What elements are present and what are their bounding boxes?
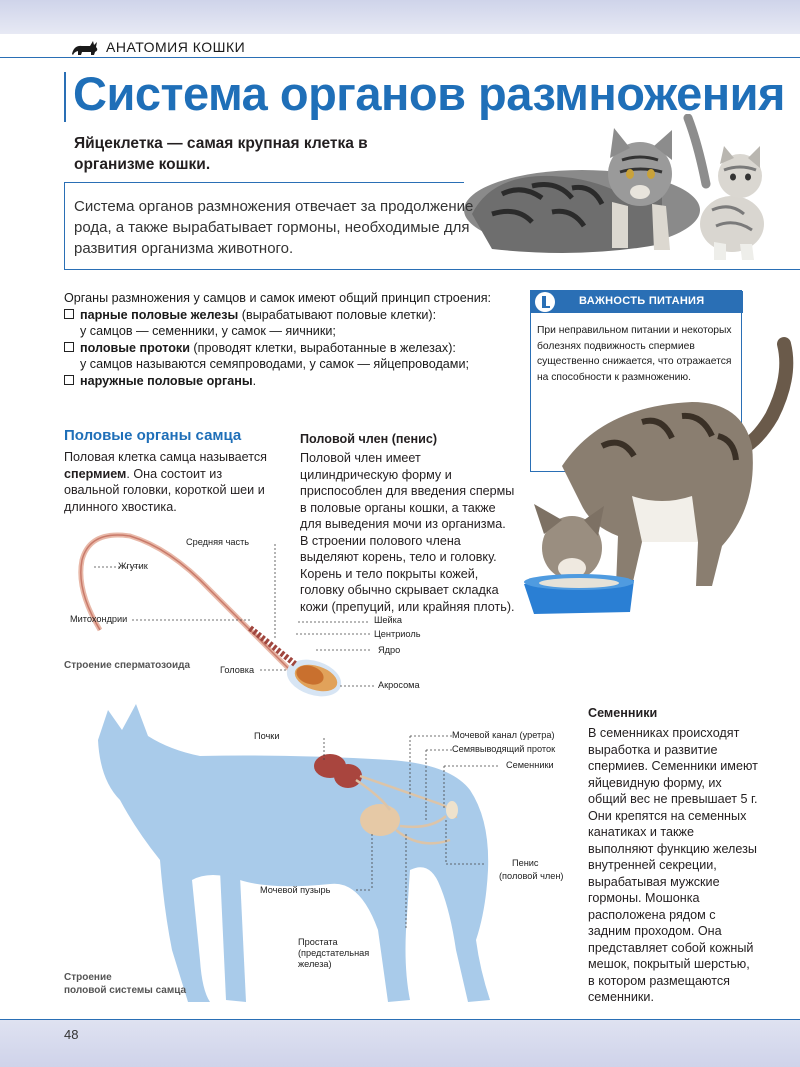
section-label: АНАТОМИЯ КОШКИ [106,39,246,55]
list-item-sub: у самцов называются семяпроводами, у самок — яйцепроводами; [80,357,469,371]
list-item-sub: у самцов — семенники, у самок — яичники; [80,324,336,338]
label-mito: Митохондрии [70,614,128,624]
intro-box [64,182,800,270]
label-prostate: Простата [298,937,338,947]
penis-text: Половой член имеет цилиндрическую форму и приспособлен для введения спермы в половые органы кошки, а также для выведения мочи из организма. В строении полового члена выделяют корень, тело и головку. Корень и тело покрыты кожей, головку обычно скрывает складка кожи (препуций, или крайняя плоть). [300,451,515,614]
penis-heading: Половой член (пенис) [300,432,438,446]
sperm-caption: Строение сперматозоида [64,660,191,671]
title-rule [64,72,66,122]
eating-cat-photo [522,336,800,616]
list-item: наружные половые органы. [64,373,494,390]
label-acrosome: Акросома [378,680,420,690]
label-centriole: Центриоль [374,629,421,639]
label-bladder: Мочевой пузырь [260,885,331,895]
label-neck: Шейка [374,615,402,625]
nutrition-title: ВАЖНОСТЬ ПИТАНИЯ [579,295,705,307]
label-nucleus: Ядро [378,645,401,655]
testes-heading: Семенники [588,706,658,720]
intro-text: Система органов размножения отвечает за продолжение рода, а также вырабатывает гормоны, необходимые для развития организма животного. [74,198,474,257]
label-kidneys: Почки [254,731,280,741]
label-urethra: Мочевой канал (уретра) [452,730,555,740]
footer-band [0,1020,800,1067]
checkbox-icon [64,342,74,352]
top-band [0,0,800,34]
checkbox-icon [64,309,74,319]
label-prostate-3: железа) [298,959,332,969]
info-icon [535,292,555,312]
label-prostate-2: (предстательная [298,948,370,958]
male-heading: Половые органы самца [64,427,242,444]
male-text: Половая клетка самца называется спермием. Она состоит из овальной головки, короткой шеи и длинного хвостика. [64,450,267,514]
principle-intro: Органы размножения у самцов и самок имеют общий принцип строения: [64,291,492,305]
label-testes: Семенники [506,760,554,770]
system-caption: Строение [64,972,112,983]
testes-text: В семенниках происходят выработка и развитие спермиев. Семенники имеют яйцевидную форму, их общий вес не превышает 5 г. Они крепятся на семенных канатиках и также выполняют функцию железы внутренней секреции, вырабатывая мужские гормоны. Мошонка расположена рядом с задним проходом. Она представляет собой кожный мешок, покрытый шерстью, в котором размещаются семенники. [588,726,758,1004]
label-penis-sub: (половой член) [499,871,564,881]
system-caption-2: половой системы самца [64,985,187,996]
principle-list [64,290,494,389]
nutrition-text: При неправильном питании и некоторых болезнях подвижность спермиев существенно снижается, что отражается на способности к размножению. [537,325,732,383]
checkbox-icon [64,375,74,385]
label-middle: Средняя часть [186,537,250,547]
label-head: Головка [220,665,255,675]
label-penis: Пенис [512,858,539,868]
list-item: парные половые железы (вырабатывают половые клетки): [64,307,494,324]
lead-text: Яйцеклетка — самая крупная клетка в организме кошки. [74,135,368,173]
page-title: Система органов размножения [73,67,785,120]
label-vas: Семявыводящий проток [452,744,556,754]
list-item: половые протоки (проводят клетки, выработанные в железах): [64,340,494,357]
cat-icon [70,38,100,56]
page-number: 48 [64,1027,79,1042]
label-flagellum: Жгутик [118,561,148,571]
nutrition-header [531,291,743,313]
section-bar [0,38,800,58]
